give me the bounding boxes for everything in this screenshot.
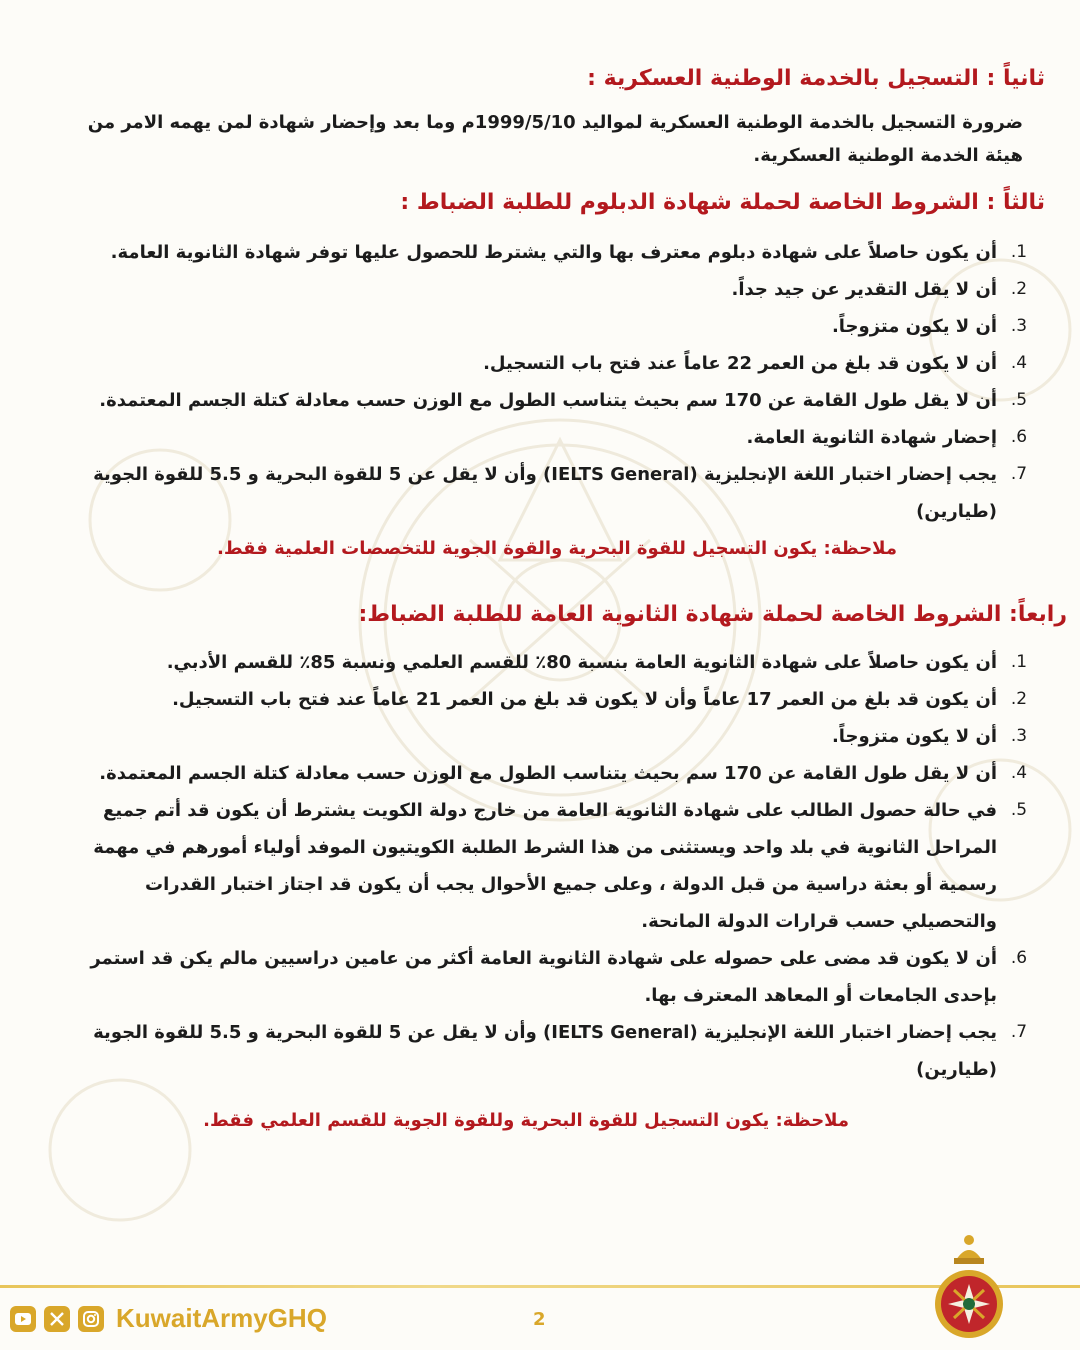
item-text: أن لا يكون متزوجاً.: [831, 316, 997, 337]
section-heading: ثالثاً : الشروط الخاصة لحملة شهادة الدبلوم للطلبة الضباط :: [400, 190, 1045, 215]
item-text: في حالة حصول الطالب على شهادة الثانوية العامة من خارج دولة الكويت يشترط أن يكون قد أتم جميع المراحل الثانوية في بلد واحد ويستثنى من هذا الشرط الطلبة الكويتيون الموفد أولياء أمورهم في مهمة رسمية أو بعثة دراسية من قبل الدولة ، وعلى جميع الأحوال يجب أن يكون قد اجتاز اختبار القدرات والتحصيلي حسب قرارات الدولة المانحة.: [93, 800, 997, 932]
item-text: أن لا يقل طول القامة عن 170 سم بحيث يتناسب الطول مع الوزن حسب معادلة كتلة الجسم المعتمدة.: [99, 390, 997, 411]
condition-item: [40, 681, 1045, 718]
condition-item: [40, 456, 1045, 530]
item-number: 2.: [1010, 279, 1028, 299]
section-diploma-conditions: [40, 188, 1045, 564]
item-text: يجب إحضار اختبار اللغة الإنجليزية (IELTS General) وأن لا يقل عن 5 للقوة البحرية و 5.5 للقوة الجوية (طيارين): [93, 1022, 997, 1080]
condition-item: [40, 345, 1045, 382]
condition-item: [40, 419, 1045, 456]
item-number: 4.: [1010, 763, 1028, 783]
item-number: 5.: [1010, 800, 1028, 820]
item-text: أن لا يقل طول القامة عن 170 سم بحيث يتناسب الطول مع الوزن حسب معادلة كتلة الجسم المعتمدة.: [99, 763, 997, 784]
condition-item: [40, 308, 1045, 345]
item-text: إحضار شهادة الثانوية العامة.: [746, 427, 997, 448]
condition-item: [40, 718, 1045, 755]
youtube-icon[interactable]: [10, 1306, 36, 1332]
section-heading: ثانياً : التسجيل بالخدمة الوطنية العسكرية :: [587, 66, 1045, 91]
item-number: 3.: [1010, 726, 1028, 746]
condition-item: [40, 792, 1045, 940]
item-text: أن لا يكون متزوجاً.: [831, 726, 997, 747]
section-paragraph: ضرورة التسجيل بالخدمة الوطنية العسكرية لمواليد 1999/5/10م وما بعد وإحضار شهادة لمن يهمه الامر من هيئة الخدمة الوطنية العسكرية.: [87, 112, 1023, 166]
note-text: ملاحظة: يكون التسجيل للقوة البحرية وللقوة الجوية للقسم العلمي فقط.: [203, 1110, 849, 1131]
section-national-service: [40, 64, 1045, 172]
item-text: أن لا يكون قد مضى على حصوله على شهادة الثانوية العامة أكثر من عامين دراسيين مالم يكن قد استمر بإحدى الجامعات أو المعاهد المعترف بها.: [90, 948, 997, 1006]
page-number: 2: [533, 1309, 546, 1330]
condition-item: [40, 644, 1045, 681]
social-links: [10, 1303, 327, 1334]
item-number: 5.: [1010, 390, 1028, 410]
note-text: ملاحظة: يكون التسجيل للقوة البحرية والقوة الجوية للتخصصات العلمية فقط.: [217, 538, 897, 559]
item-number: 1.: [1010, 652, 1028, 672]
army-emblem-logo: [930, 1226, 1008, 1344]
condition-item: [40, 755, 1045, 792]
condition-item: [40, 271, 1045, 308]
condition-item: [40, 382, 1045, 419]
condition-item: [40, 940, 1045, 1014]
item-text: أن لا يقل التقدير عن جيد جداً.: [731, 279, 997, 300]
x-icon[interactable]: [44, 1306, 70, 1332]
item-number: 6.: [1010, 948, 1028, 968]
item-text: أن يكون حاصلاً على شهادة الثانوية العامة بنسبة 80٪ للقسم العلمي ونسبة 85٪ للقسم الأدبي.: [166, 652, 997, 673]
social-handle[interactable]: KuwaitArmyGHQ: [116, 1303, 327, 1333]
item-text: أن يكون قد بلغ من العمر 17 عاماً وأن لا يكون قد بلغ من العمر 21 عاماً عند فتح باب التسجيل.: [172, 689, 997, 710]
condition-item: [40, 1014, 1045, 1088]
conditions-list: [40, 234, 1045, 530]
condition-item: [40, 234, 1045, 271]
item-text: أن يكون حاصلاً على شهادة دبلوم معترف بها والتي يشترط للحصول عليها توفر شهادة الثانوية العامة.: [110, 242, 997, 263]
item-number: 7.: [1010, 1022, 1028, 1042]
item-text: يجب إحضار اختبار اللغة الإنجليزية (IELTS General) وأن لا يقل عن 5 للقوة البحرية و 5.5 للقوة الجوية (طيارين): [93, 464, 997, 522]
item-number: 7.: [1010, 464, 1028, 484]
instagram-icon[interactable]: [78, 1306, 104, 1332]
section-heading: رابعاً: الشروط الخاصة لحملة شهادة الثانوية العامة للطلبة الضباط:: [358, 602, 1067, 627]
footer: [0, 1280, 1080, 1350]
footer-divider: [0, 1285, 1080, 1288]
item-number: 2.: [1010, 689, 1028, 709]
item-text: أن لا يكون قد بلغ من العمر 22 عاماً عند فتح باب التسجيل.: [483, 353, 997, 374]
item-number: 4.: [1010, 353, 1028, 373]
section-highschool-conditions: [40, 600, 1067, 1136]
item-number: 3.: [1010, 316, 1028, 336]
item-number: 1.: [1010, 242, 1028, 262]
conditions-list: [40, 644, 1045, 1088]
item-number: 6.: [1010, 427, 1028, 447]
